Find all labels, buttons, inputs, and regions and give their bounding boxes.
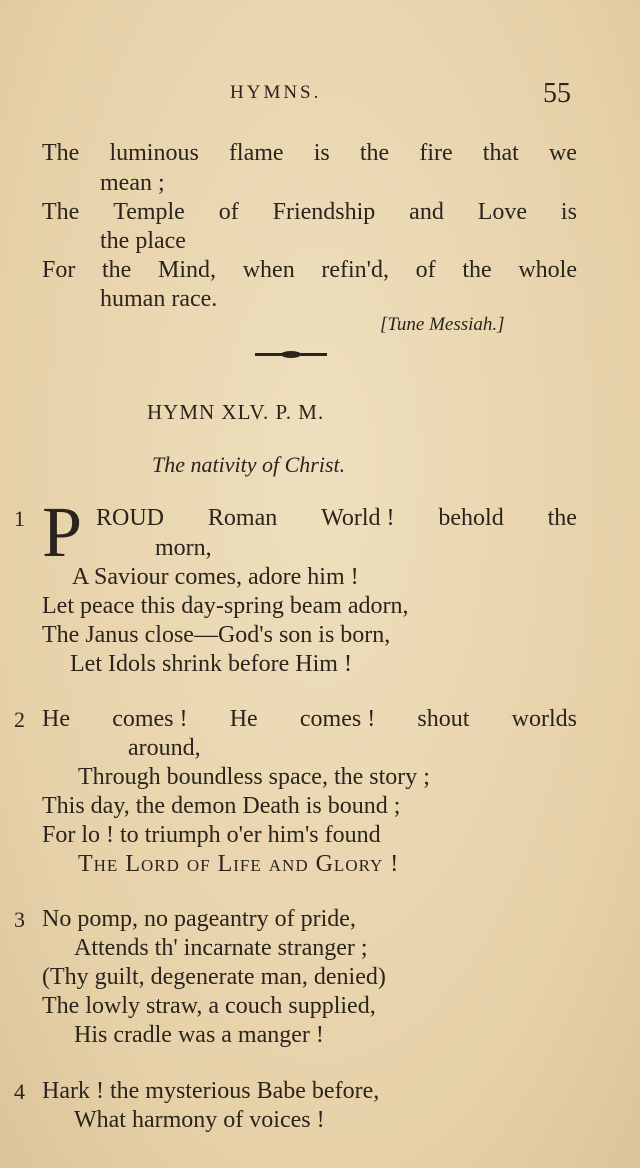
tune-note: [Tune Messiah.]	[380, 314, 505, 335]
word: Friendship	[272, 199, 376, 225]
verse-line: What harmony of voices !	[74, 1107, 325, 1133]
verse-line: morn,	[155, 535, 212, 561]
stanza-number: 4	[14, 1079, 25, 1104]
word: the	[547, 505, 577, 531]
verse-line: Let peace this day-spring beam adorn,	[42, 593, 409, 619]
verse-line: This day, the demon Death is bound ;	[42, 793, 401, 819]
verse-line	[42, 257, 577, 284]
word: World !	[321, 505, 395, 531]
verse-line: No pomp, no pageantry of pride,	[42, 906, 356, 932]
verse-line	[42, 199, 577, 226]
word: behold	[438, 505, 504, 531]
drop-cap: P	[42, 492, 83, 572]
stanza-number: 3	[14, 907, 25, 932]
verse-line	[42, 706, 577, 733]
word: of	[415, 257, 436, 283]
stanza-number: 2	[14, 707, 25, 732]
verse-line: The lowly straw, a couch supplied,	[42, 993, 376, 1019]
word: comes !	[299, 706, 376, 732]
word: Mind,	[158, 257, 217, 283]
word: when	[242, 257, 295, 283]
verse-line: For lo ! to triumph o'er him's found	[42, 822, 381, 848]
word: we	[548, 140, 577, 166]
verse-line: Through boundless space, the story ;	[78, 764, 430, 790]
word: the	[359, 140, 390, 166]
word: He	[42, 706, 70, 732]
word: is	[560, 199, 577, 225]
page-number: 55	[543, 78, 571, 109]
word: flame	[228, 140, 284, 166]
word: For	[42, 257, 76, 283]
verse-line: Attends th' incarnate stranger ;	[74, 935, 368, 961]
verse-line: mean ;	[100, 170, 165, 196]
verse-line: His cradle was a manger !	[74, 1022, 324, 1048]
word: comes !	[112, 706, 188, 732]
verse-line: the place	[100, 228, 186, 254]
verse-line	[42, 140, 577, 167]
word: whole	[518, 257, 577, 283]
word: shout	[417, 706, 470, 732]
section-divider	[255, 353, 327, 356]
word: ROUD	[96, 505, 165, 531]
hymn-heading: HYMN XLV. P. M.	[147, 400, 325, 424]
word: Love	[477, 199, 528, 225]
running-head: HYMNS.	[230, 82, 322, 103]
word: The	[42, 140, 80, 166]
word: the	[462, 257, 492, 283]
verse-line: around,	[128, 735, 201, 761]
verse-line	[96, 505, 577, 532]
verse-line: human race.	[100, 286, 218, 312]
word: Temple	[113, 199, 185, 225]
word: worlds	[511, 706, 577, 732]
verse-line: A Saviour comes, adore him !	[72, 564, 359, 590]
word: and	[409, 199, 444, 225]
verse-line: The Lord of Life and Glory !	[78, 851, 400, 877]
verse-line: Let Idols shrink before Him !	[70, 651, 352, 677]
word: The	[42, 199, 80, 225]
word: He	[229, 706, 258, 732]
word: of	[218, 199, 239, 225]
verse-line: (Thy guilt, degenerate man, denied)	[42, 964, 386, 990]
word: the	[102, 257, 132, 283]
word: is	[313, 140, 330, 166]
stanza-number: 1	[14, 506, 25, 531]
verse-line: Hark ! the mysterious Babe before,	[42, 1078, 380, 1104]
word: fire	[419, 140, 453, 166]
word: that	[482, 140, 519, 166]
word: refin'd,	[321, 257, 389, 283]
verse-line: The Janus close—God's son is born,	[42, 622, 391, 648]
word: luminous	[109, 140, 199, 166]
hymn-subtitle: The nativity of Christ.	[152, 452, 346, 477]
word: Roman	[207, 505, 278, 531]
